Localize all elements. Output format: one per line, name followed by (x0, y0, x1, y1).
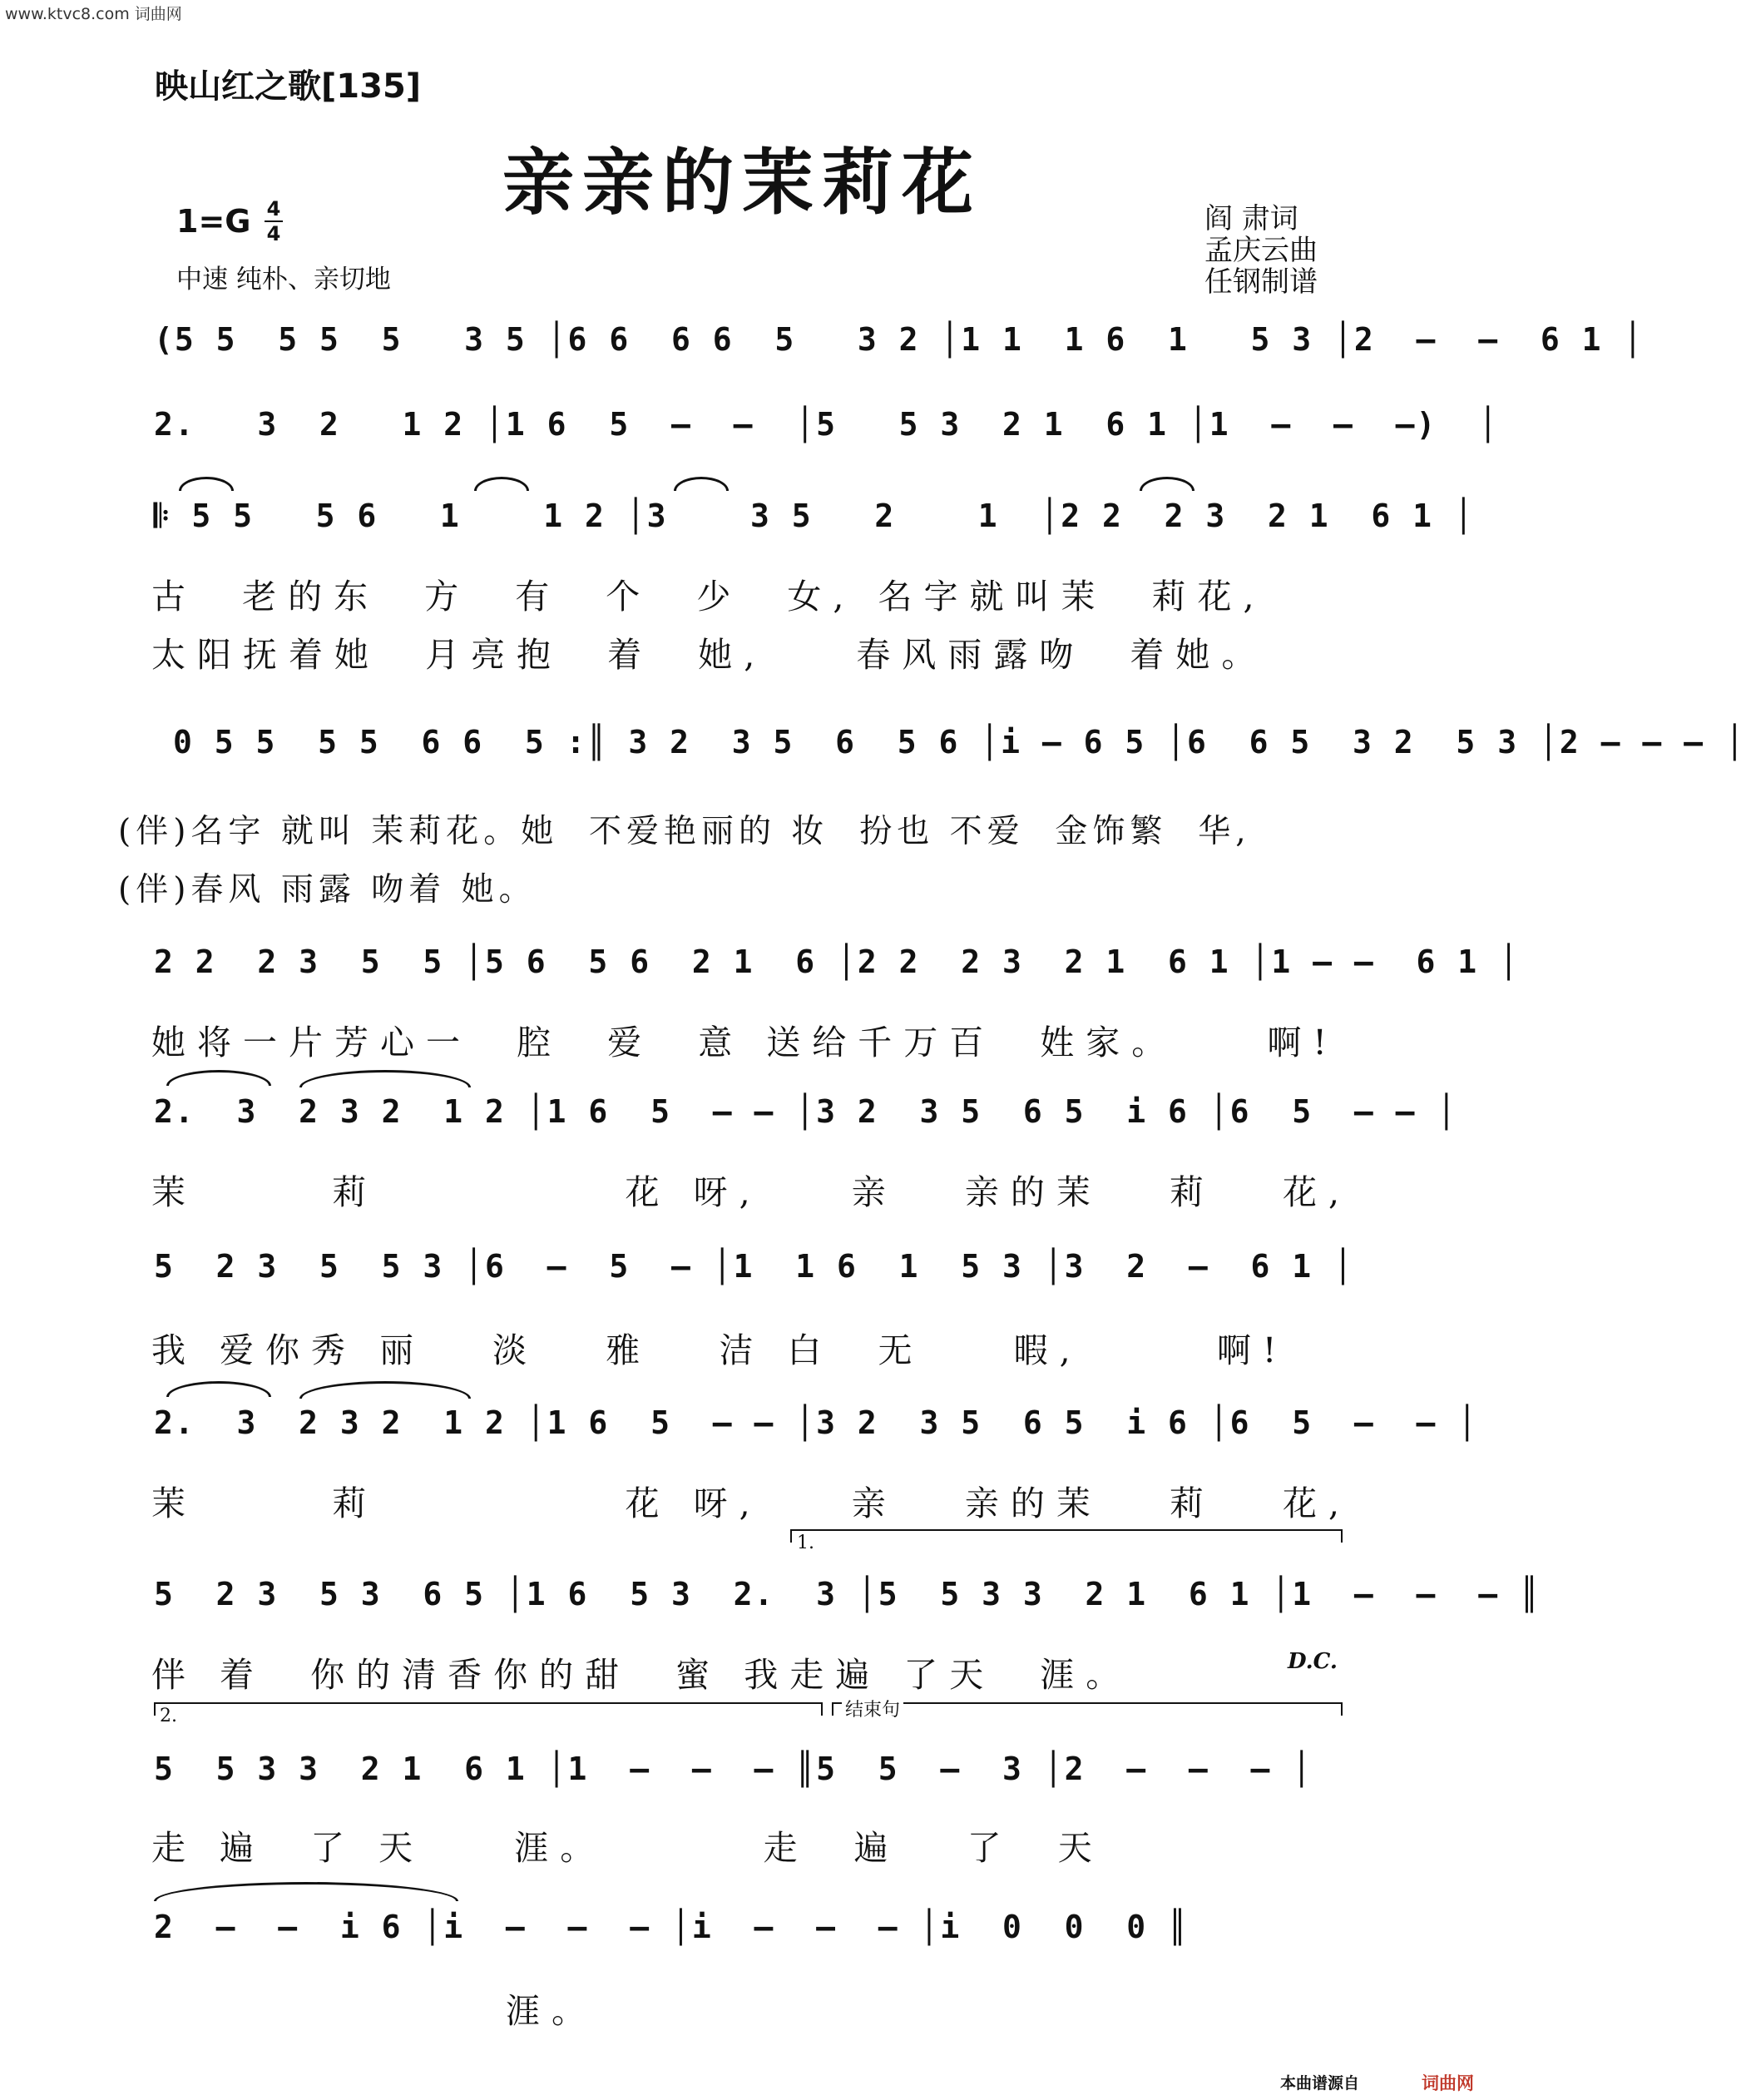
composer-credit: 孟庆云曲 (1204, 234, 1318, 267)
notation-row-4: 0 5 5 5 5 6 6 5 :║ 3 2 3 5 6 5 6 │i – 6 5 │6 6 5 3 2 5 3 │2 – – – │ (173, 724, 1746, 760)
slur (154, 1882, 458, 1901)
notation-row-10: 5 5 3 3 2 1 6 1 │1 – – – ║5 5 – 3 │2 – – – │ (154, 1751, 1313, 1787)
site-watermark: www.ktvc8.com 词曲网 (5, 5, 182, 23)
footer-source: 本曲谱源自 (1279, 2074, 1359, 2093)
lyric-line-2: 太阳抚着她 月亮抱 着 她, 春风雨露吻 着她。 (151, 635, 1268, 675)
page-title: 亲亲的茉莉花 (502, 141, 982, 225)
notation-row-2: 2. 3 2 1 2 │1 6 5 – – │5 5 3 2 1 6 1 │1 – – –) │ (154, 406, 1500, 443)
key-signature: 1=G (176, 203, 251, 240)
lyric-line-3: (伴)名字 就叫 茉莉花。她 不爱艳丽的 妆 扮也 不爱 金饰繁 华, (118, 813, 1251, 850)
notation-row-5: 2 2 2 3 5 5 │5 6 5 6 2 1 6 │2 2 2 3 2 1 6 1 │1 – – 6 1 │ (154, 944, 1520, 980)
notation-row-1: (5 5 5 5 5 3 5 │6 6 6 6 5 3 2 │1 1 1 6 1 5 3 │2 – – 6 1 │ (154, 321, 1645, 358)
credits (1204, 203, 1318, 298)
volta-1-label: 1. (797, 1533, 814, 1553)
slur (166, 1381, 271, 1397)
lyric-line-8: 茉 莉 花 呀, 亲 亲的茉 莉 花, (151, 1483, 1352, 1523)
notation-row-8: 2. 3 2 3 2 1 2 │1 6 5 – – │3 2 3 5 6 5 i 6 │6 5 – – │ (154, 1404, 1479, 1441)
slur (299, 1381, 471, 1399)
notation-row-11: 2 – – i 6 │i – – – │i – – – │i 0 0 0 ║ (154, 1909, 1189, 1945)
footer-brand-logo: 词曲网 (1422, 2073, 1474, 2093)
slur (674, 477, 729, 491)
slur (299, 1070, 471, 1087)
ending-bracket (832, 1702, 1343, 1716)
lyric-line-4: (伴)春风 雨露 吻着 她。 (118, 871, 537, 909)
notation-row-7: 5 2 3 5 5 3 │6 – 5 – │1 1 6 1 5 3 │3 2 – 6 1 │ (154, 1248, 1354, 1285)
slur (166, 1070, 271, 1086)
lyric-line-1: 古 老的东 方 有 个 少 女, 名字就叫茉 莉花, (151, 577, 1266, 617)
slur (179, 477, 234, 491)
lyric-line-9: 伴 着 你的清香你的甜 蜜 我走遍 了天 涯。 (151, 1655, 1132, 1695)
volta-2-label: 2. (160, 1706, 177, 1726)
volta-2-bracket (154, 1702, 823, 1716)
arranger-credit: 任钢制谱 (1204, 265, 1318, 299)
lyric-line-11: 涯。 (506, 1991, 597, 2031)
volta-1-bracket (790, 1529, 1343, 1543)
slur (474, 477, 529, 491)
lyric-line-6: 茉 莉 花 呀, 亲 亲的茉 莉 花, (151, 1172, 1352, 1212)
series-label: 映山红之歌[135] (155, 67, 422, 106)
ending-label: 结束句 (842, 1696, 903, 1721)
time-top: 4 (266, 197, 281, 220)
notation-row-3: 𝄆 5 5 5 6 1 1 2 │3 3 5 2 1 │2 2 2 3 2 1 6 1 │ (154, 498, 1475, 534)
time-signature (265, 198, 283, 245)
lyric-line-5: 她将一片芳心一 腔 爱 意 送给千万百 姓家。 啊! (151, 1023, 1338, 1062)
tempo-marking: 中速 纯朴、亲切地 (176, 265, 391, 295)
slur (1140, 477, 1195, 491)
notation-row-6: 2. 3 2 3 2 1 2 │1 6 5 – – │3 2 3 5 6 5 i 6 │6 5 – – │ (154, 1093, 1458, 1130)
notation-row-9: 5 2 3 5 3 6 5 │1 6 5 3 2. 3 │5 5 3 3 2 1 6 1 │1 – – – ║ (154, 1576, 1541, 1612)
lyric-line-7: 我 爱你秀 丽 淡 雅 洁 白 无 暇, 啊! (151, 1330, 1288, 1370)
time-bottom: 4 (266, 222, 281, 245)
lyric-line-10: 走 遍 了 天 涯。 走 遍 了 天 (151, 1828, 1104, 1868)
dc-marking: D.C. (1288, 1649, 1338, 1674)
lyricist-credit: 阎 肃词 (1204, 202, 1298, 235)
